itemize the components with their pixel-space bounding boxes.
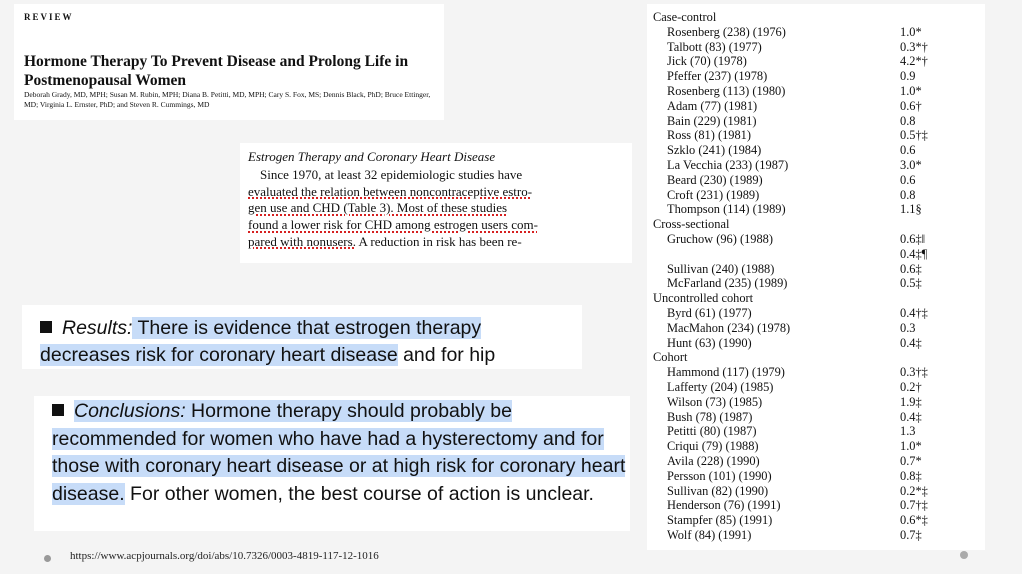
category-label: Uncontrolled cohort <box>653 291 754 306</box>
study-name: Stampfer (85) (1991) <box>667 513 773 528</box>
section-heading: Estrogen Therapy and Coronary Heart Disease <box>248 149 496 164</box>
study-name: Gruchow (96) (1988) <box>667 232 773 246</box>
slide-dot-icon <box>960 551 968 559</box>
study-name: Wilson (73) (1985) <box>667 394 763 409</box>
relative-risk-value: 0.2† <box>900 380 922 394</box>
study-name: Talbott (83) (1977) <box>667 39 762 54</box>
category-label: Cohort <box>653 350 688 365</box>
relative-risk-value: 0.4‡¶ <box>900 246 928 261</box>
excerpt-line: found a lower risk for CHD among estrogen users com- <box>248 217 538 233</box>
relative-risk-value: 4.2*† <box>900 54 928 69</box>
study-table-clipping <box>647 4 985 550</box>
relative-risk-value: 0.3†‡ <box>900 365 928 380</box>
relative-risk-value: 0.4‡ <box>900 409 922 424</box>
relative-risk-value: 0.4‡ <box>900 335 922 350</box>
conclusions-clipping <box>34 396 630 531</box>
source-url[interactable]: https://www.acpjournals.org/doi/abs/10.7326/0003-4819-117-12-1016 <box>70 550 379 562</box>
relative-risk-value: 0.8‡ <box>900 468 922 483</box>
relative-risk-value: 0.6*‡ <box>900 513 928 528</box>
excerpt-line: pared with nonusers. <box>248 233 356 249</box>
study-name: Bush (78) (1987) <box>667 409 753 424</box>
study-name: Jick (70) (1978) <box>667 54 747 69</box>
relative-risk-value: 3.0* <box>900 158 922 172</box>
study-name: Ross (81) (1981) <box>667 128 751 143</box>
study-name: McFarland (235) (1989) <box>667 276 788 291</box>
relative-risk-value: 0.7†‡ <box>900 498 928 513</box>
relative-risk-value: 0.5†‡ <box>900 128 928 143</box>
study-name: Beard (230) (1989) <box>667 172 763 187</box>
relative-risk-value: 1.0* <box>900 439 922 454</box>
relative-risk-value: 0.3 <box>900 320 916 335</box>
relative-risk-value: 1.0* <box>900 84 922 98</box>
study-name: Wolf (84) (1991) <box>667 528 752 542</box>
study-name: Szklo (241) (1984) <box>667 143 762 158</box>
relative-risk-value: 0.6 <box>900 172 916 187</box>
relative-risk-value: 1.0* <box>900 24 922 39</box>
study-name: Adam (77) (1981) <box>667 98 758 113</box>
study-name: Hunt (63) (1990) <box>667 335 752 350</box>
study-name: MacMahon (234) (1978) <box>667 320 791 335</box>
category-label: Cross-sectional <box>653 217 730 232</box>
review-label: REVIEW <box>24 12 74 22</box>
article-title: Hormone Therapy To Prevent Disease and Prolong Life in Postmenopausal Women <box>24 53 409 89</box>
category-label: Case-control <box>653 10 717 24</box>
article-header-clipping <box>14 4 444 120</box>
study-name: Sullivan (240) (1988) <box>667 261 775 276</box>
results-clipping <box>22 305 582 369</box>
results-rest: and for hip <box>397 344 496 366</box>
study-name: Byrd (61) (1977) <box>667 306 752 320</box>
relative-risk-value: 0.9 <box>900 69 916 84</box>
article-authors: Deborah Grady, MD, MPH; Susan M. Rubin, MPH; Diana B. Petitti, MD, MPH; Cary S. Fox, MS; Dennis Black, PhD; Bruce Ettinger, MD; Virginia L. Ernster, PhD; and Steven R. Cummings, MD <box>24 90 431 109</box>
results-label: Results: <box>62 317 133 339</box>
relative-risk-value: 0.6† <box>900 98 922 113</box>
results-highlight: There is evidence that estrogen therapy decreases risk for coronary heart disease <box>40 317 482 366</box>
relative-risk-value: 0.5‡ <box>900 276 922 291</box>
relative-risk-value: 0.7* <box>900 454 922 468</box>
excerpt-body <box>248 167 626 251</box>
study-name: Avila (228) (1990) <box>667 454 760 468</box>
relative-risk-value: 0.2*‡ <box>900 483 928 498</box>
relative-risk-value: 0.6‡ <box>900 261 922 276</box>
excerpt-line: gen use and CHD (Table 3). Most of these studies <box>248 200 508 216</box>
excerpt-line: Since 1970, at least 32 epidemiologic studies have <box>260 167 523 182</box>
bullet-dot-icon <box>44 555 51 562</box>
study-name: Rosenberg (113) (1980) <box>667 84 786 98</box>
estrogen-excerpt-clipping <box>240 143 632 263</box>
conclusions-rest: For other women, the best course of action is unclear. <box>124 482 594 505</box>
study-name: Rosenberg (238) (1976) <box>667 24 786 39</box>
relative-risk-value: 1.9‡ <box>900 394 922 409</box>
study-name: Sullivan (82) (1990) <box>667 483 769 498</box>
conclusions-highlight: Hormone therapy should probably be recommended for women who have had a hysterectomy and for those with coronary heart disease or at high risk for coronary heart disease. <box>52 400 626 505</box>
study-name: Croft (231) (1989) <box>667 187 760 202</box>
conclusions-label: Conclusions: <box>74 400 186 422</box>
relative-risk-value: 0.6 <box>900 143 916 158</box>
excerpt-line: evaluated the relation between noncontraceptive estro- <box>248 183 533 199</box>
study-name: Henderson (76) (1991) <box>667 498 781 513</box>
relative-risk-value: 0.8 <box>900 187 916 202</box>
study-name: Bain (229) (1981) <box>667 113 757 128</box>
study-name: La Vecchia (233) (1987) <box>667 158 789 172</box>
study-name: Persson (101) (1990) <box>667 468 772 483</box>
bullet-square-icon <box>40 321 52 333</box>
study-name: Thompson (114) (1989) <box>667 202 786 217</box>
relative-risk-value: 0.8 <box>900 113 916 128</box>
relative-risk-value: 0.7‡ <box>900 528 922 542</box>
results-text <box>40 315 570 369</box>
relative-risk-value: 0.4†‡ <box>900 306 928 320</box>
study-name: Hammond (117) (1979) <box>667 365 785 380</box>
study-name: Lafferty (204) (1985) <box>667 380 774 394</box>
relative-risk-value: 1.1§ <box>900 202 922 217</box>
excerpt-line: A reduction in risk has been re- <box>355 233 522 249</box>
study-name: Petitti (80) (1987) <box>667 424 757 439</box>
study-name: Criqui (79) (1988) <box>667 439 759 454</box>
study-name: Pfeffer (237) (1978) <box>667 69 768 84</box>
relative-risk-value: 0.3*† <box>900 39 928 54</box>
conclusions-text <box>52 398 630 508</box>
bullet-square-icon <box>52 404 64 416</box>
relative-risk-value: 1.3 <box>900 424 916 439</box>
relative-risk-value: 0.6‡‖ <box>900 232 926 246</box>
